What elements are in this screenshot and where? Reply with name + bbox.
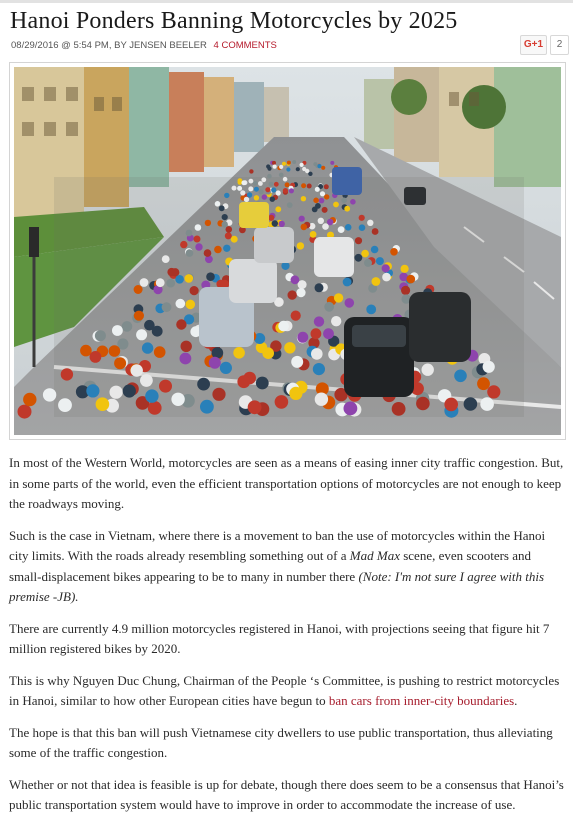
rider-mark bbox=[279, 221, 285, 227]
paragraph-4 bbox=[9, 671, 565, 712]
rider-mark bbox=[333, 202, 339, 208]
rider-mark bbox=[300, 163, 304, 167]
rider-mark bbox=[283, 188, 288, 193]
paragraph-4-text-a: This is why Nguyen Duc Chung, Chairman of the People ‘s Committee, is pushing to restrict motorcycles in Hanoi, similar to how other European cities have begun to bbox=[9, 672, 560, 708]
rider-mark bbox=[322, 223, 329, 230]
rider-mark bbox=[278, 321, 289, 332]
rider-mark bbox=[324, 194, 329, 199]
rider-mark bbox=[237, 375, 250, 388]
rider-mark bbox=[195, 243, 202, 250]
rider-mark bbox=[286, 167, 290, 171]
rider-mark bbox=[444, 398, 458, 412]
rider-mark bbox=[145, 389, 158, 402]
rider-mark bbox=[219, 205, 225, 211]
rider-mark bbox=[305, 169, 309, 173]
rider-mark bbox=[279, 165, 283, 169]
rider-mark bbox=[61, 368, 73, 380]
rider-mark bbox=[241, 180, 246, 185]
rider-mark bbox=[272, 220, 278, 226]
rider-mark bbox=[248, 186, 253, 191]
rider-mark bbox=[200, 400, 214, 414]
author-note: (Note: I'm not sure I agree with this premise -JB). bbox=[9, 568, 545, 604]
rider-mark bbox=[334, 293, 343, 302]
rider-mark bbox=[315, 393, 328, 406]
rider-mark bbox=[371, 246, 379, 254]
rider-mark bbox=[267, 167, 271, 171]
rider-mark bbox=[301, 224, 308, 231]
top-bar bbox=[0, 0, 573, 3]
rider-mark bbox=[366, 305, 376, 315]
rider-mark bbox=[422, 364, 434, 376]
rider-mark bbox=[18, 405, 32, 419]
rider-mark bbox=[364, 259, 372, 267]
rider-mark bbox=[176, 299, 186, 309]
rider-mark bbox=[487, 385, 500, 398]
rider-mark bbox=[274, 182, 279, 187]
rider-mark bbox=[162, 255, 170, 263]
rider-mark bbox=[261, 177, 266, 182]
rider-mark bbox=[322, 207, 328, 213]
rider-mark bbox=[285, 182, 290, 187]
article-image-frame bbox=[9, 62, 566, 440]
rider-mark bbox=[258, 189, 263, 194]
rider-mark bbox=[240, 190, 245, 195]
rider-mark bbox=[407, 275, 416, 284]
rider-mark bbox=[483, 361, 495, 373]
rider-mark bbox=[86, 384, 99, 397]
rider-mark bbox=[313, 198, 319, 204]
rider-mark bbox=[283, 177, 288, 182]
rider-mark bbox=[254, 195, 259, 200]
rider-mark bbox=[114, 357, 126, 369]
rider-mark bbox=[291, 275, 300, 284]
rider-mark bbox=[222, 221, 228, 227]
rider-mark bbox=[464, 397, 478, 411]
rider-mark bbox=[112, 325, 123, 336]
rider-mark bbox=[43, 388, 56, 401]
rider-mark bbox=[359, 215, 365, 221]
rider-mark bbox=[186, 230, 193, 237]
rider-mark bbox=[284, 342, 295, 353]
article-meta bbox=[11, 40, 277, 51]
rider-mark bbox=[315, 187, 320, 192]
rider-mark bbox=[279, 173, 284, 178]
rider-mark bbox=[355, 254, 363, 262]
rider-mark bbox=[324, 184, 329, 189]
rider-mark bbox=[270, 197, 275, 202]
rider-mark bbox=[282, 162, 286, 166]
rider-mark bbox=[176, 319, 186, 329]
rider-mark bbox=[350, 199, 356, 205]
rider-mark bbox=[180, 353, 192, 365]
rider-mark bbox=[249, 169, 253, 173]
paragraph-3: There are currently 4.9 million motorcycles registered in Hanoi, with projections seeing that figure hit 7 million registered bikes by 2020. bbox=[9, 620, 550, 656]
rider-mark bbox=[454, 370, 467, 383]
article-body bbox=[9, 453, 565, 827]
article-photo[interactable] bbox=[14, 67, 561, 435]
rider-mark bbox=[223, 245, 230, 252]
rider-mark bbox=[214, 246, 222, 254]
rider-mark bbox=[382, 273, 391, 282]
rider-mark bbox=[361, 250, 369, 258]
paragraph-5: The hope is that this ban will push Vietnamese city dwellers to use public transportation, thus alleviating some of the traffic congestion. bbox=[9, 724, 553, 760]
rider-mark bbox=[292, 160, 296, 164]
rider-mark bbox=[244, 197, 249, 202]
rider-mark bbox=[480, 397, 494, 411]
rider-mark bbox=[314, 316, 324, 326]
rider-mark bbox=[256, 377, 269, 390]
rider-mark bbox=[212, 347, 224, 359]
rider-mark bbox=[296, 167, 300, 171]
rider-mark bbox=[140, 374, 153, 387]
rider-mark bbox=[58, 398, 72, 412]
rider-mark bbox=[268, 215, 274, 221]
rider-mark bbox=[297, 332, 308, 343]
rider-mark bbox=[109, 345, 121, 357]
rider-mark bbox=[344, 206, 350, 212]
rider-mark bbox=[382, 264, 390, 272]
rider-mark bbox=[297, 242, 304, 249]
rider-mark bbox=[258, 181, 263, 186]
rider-mark bbox=[222, 214, 228, 220]
rider-mark bbox=[134, 311, 144, 321]
rider-mark bbox=[416, 397, 430, 411]
rider-mark bbox=[166, 279, 175, 288]
rider-mark bbox=[110, 386, 123, 399]
rider-mark bbox=[327, 219, 333, 225]
rider-mark bbox=[175, 275, 184, 284]
rider-mark bbox=[301, 196, 306, 201]
rider-mark bbox=[212, 388, 225, 401]
rider-mark bbox=[215, 201, 221, 207]
rider-mark bbox=[171, 393, 184, 406]
rider-mark bbox=[186, 300, 196, 310]
paragraph-2 bbox=[9, 526, 565, 608]
rider-mark bbox=[372, 228, 379, 235]
rider-mark bbox=[159, 380, 172, 393]
comments-link[interactable]: 4 COMMENTS bbox=[213, 40, 277, 51]
rider-mark bbox=[190, 286, 199, 295]
article-title[interactable]: Hanoi Ponders Banning Motorcycles by 2025 bbox=[10, 8, 458, 34]
rider-mark bbox=[296, 288, 305, 297]
rider-mark bbox=[341, 198, 347, 204]
rider-mark bbox=[287, 202, 293, 208]
rider-mark bbox=[95, 330, 106, 341]
rider-mark bbox=[249, 179, 254, 184]
rider-mark bbox=[275, 395, 289, 409]
rider-mark bbox=[231, 236, 238, 243]
rider-mark bbox=[345, 224, 352, 231]
paragraph-1: In most of the Western World, motorcycles are seen as a means of easing inner city traffic congestion. But, in some parts of the world, even the efficient transportation options of motorcycles are not enough to keep the roadways moving. bbox=[9, 455, 564, 511]
rider-mark bbox=[311, 348, 323, 360]
rider-mark bbox=[312, 207, 318, 213]
paragraph-2-text-b: scene, even scooters and small-displacement bikes appearing to be to many in number there bbox=[9, 548, 531, 584]
rider-mark bbox=[186, 249, 194, 257]
rider-mark bbox=[180, 241, 187, 248]
rider-mark bbox=[154, 346, 166, 358]
rider-mark bbox=[281, 262, 289, 270]
rider-mark bbox=[344, 402, 358, 416]
rider-mark bbox=[299, 216, 305, 222]
rider-mark bbox=[206, 272, 215, 281]
rider-mark bbox=[313, 363, 325, 375]
rider-mark bbox=[195, 224, 202, 231]
rider-mark bbox=[134, 285, 143, 294]
rider-mark bbox=[331, 316, 341, 326]
rider-mark bbox=[181, 341, 192, 352]
rider-mark bbox=[392, 402, 406, 416]
rider-mark bbox=[232, 186, 237, 191]
rider-mark bbox=[376, 257, 384, 265]
rider-mark bbox=[273, 165, 277, 169]
ban-cars-link[interactable]: ban cars from inner-city boundaries bbox=[328, 693, 515, 708]
rider-mark bbox=[367, 220, 373, 226]
rider-mark bbox=[291, 311, 301, 321]
rider-mark bbox=[136, 329, 147, 340]
rider-mark bbox=[267, 174, 272, 179]
rider-mark bbox=[167, 268, 175, 276]
rider-mark bbox=[321, 166, 325, 170]
rider-mark bbox=[390, 248, 398, 256]
rider-mark bbox=[275, 206, 281, 212]
rider-mark bbox=[330, 161, 334, 165]
mad-max-title: Mad Max bbox=[349, 548, 400, 563]
rider-mark bbox=[233, 347, 245, 359]
paragraph-2-text-a: Such is the case in Vietnam, where there is a movement to ban the use of motorcycles within the Hanoi city limits. With the roads already resembling something out of a bbox=[9, 527, 546, 563]
google-plus-button[interactable]: G+1 bbox=[520, 35, 547, 55]
paragraph-4-text-b: . bbox=[514, 693, 518, 708]
rider-mark bbox=[162, 302, 172, 312]
rider-mark bbox=[140, 278, 149, 287]
rider-mark bbox=[152, 326, 163, 337]
rider-mark bbox=[269, 182, 274, 187]
rider-mark bbox=[323, 328, 334, 339]
rider-mark bbox=[205, 220, 211, 226]
rider-mark bbox=[185, 274, 194, 283]
rider-mark bbox=[372, 277, 381, 286]
rider-mark bbox=[301, 183, 306, 188]
rider-mark bbox=[317, 164, 321, 168]
rider-mark bbox=[90, 351, 102, 363]
rider-mark bbox=[122, 321, 133, 332]
rider-mark bbox=[226, 226, 233, 233]
rider-mark bbox=[288, 290, 297, 299]
google-plus-count: 2 bbox=[550, 35, 569, 55]
rider-mark bbox=[262, 194, 267, 199]
rider-mark bbox=[204, 249, 212, 257]
paragraph-6: Whether or not that idea is feasible is up for debate, though there does seem to be a consensus that Hanoi’s public transportation system would have to improve in order to accommodate the increase of use. bbox=[9, 776, 564, 812]
rider-mark bbox=[338, 226, 345, 233]
rider-mark bbox=[96, 397, 110, 411]
rider-mark bbox=[315, 283, 324, 292]
rider-mark bbox=[345, 298, 355, 308]
rider-mark bbox=[401, 286, 410, 295]
byline: 08/29/2016 @ 5:54 PM, BY JENSEN BEELER bbox=[11, 40, 207, 51]
rider-mark bbox=[224, 193, 229, 198]
rider-mark bbox=[262, 347, 274, 359]
rider-mark bbox=[291, 356, 303, 368]
rider-mark bbox=[319, 198, 325, 204]
rider-mark bbox=[220, 362, 232, 374]
rider-mark bbox=[289, 387, 302, 400]
rider-mark bbox=[253, 181, 258, 186]
rider-mark bbox=[237, 186, 242, 191]
rider-mark bbox=[142, 342, 153, 353]
rider-mark bbox=[310, 231, 317, 238]
rider-mark bbox=[254, 187, 259, 192]
rider-mark bbox=[320, 191, 325, 196]
rider-mark bbox=[401, 265, 409, 273]
rider-mark bbox=[194, 236, 201, 243]
rider-mark bbox=[324, 302, 334, 312]
rider-mark bbox=[197, 378, 210, 391]
rider-mark bbox=[209, 357, 221, 369]
rider-mark bbox=[307, 184, 312, 189]
rider-mark bbox=[271, 187, 276, 192]
rider-mark bbox=[247, 192, 252, 197]
traffic-photo bbox=[14, 67, 561, 435]
rider-mark bbox=[265, 187, 270, 192]
rider-mark bbox=[311, 328, 322, 339]
rider-mark bbox=[156, 278, 165, 287]
rider-mark bbox=[131, 364, 143, 376]
rider-mark bbox=[23, 393, 36, 406]
rider-mark bbox=[318, 218, 324, 224]
rider-mark bbox=[355, 237, 362, 244]
rider-mark bbox=[287, 161, 291, 165]
rider-mark bbox=[123, 384, 136, 397]
rider-mark bbox=[477, 377, 490, 390]
rider-mark bbox=[359, 224, 366, 231]
rider-mark bbox=[248, 400, 262, 414]
rider-mark bbox=[272, 161, 276, 165]
rider-mark bbox=[276, 190, 281, 195]
rider-mark bbox=[343, 278, 352, 287]
rider-mark bbox=[148, 401, 162, 415]
rider-mark bbox=[289, 188, 294, 193]
rider-mark bbox=[225, 232, 232, 239]
